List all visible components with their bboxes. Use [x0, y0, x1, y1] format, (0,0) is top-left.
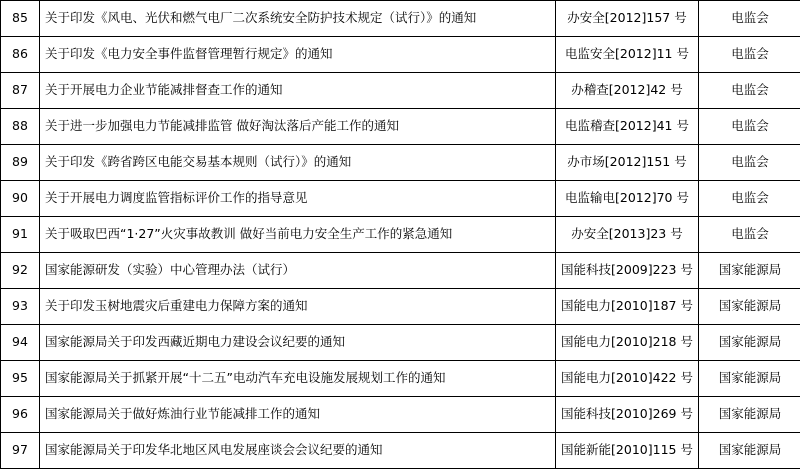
- row-number: 89: [1, 145, 40, 181]
- document-title: 国家能源局关于抓紧开展“十二五”电动汽车充电设施发展规划工作的通知: [40, 361, 556, 397]
- issuing-authority: 电监会: [699, 37, 800, 73]
- document-code: 国能电力[2010]422 号: [556, 361, 699, 397]
- row-number: 95: [1, 361, 40, 397]
- document-title: 国家能源局关于印发华北地区风电发展座谈会会议纪要的通知: [40, 433, 556, 469]
- issuing-authority: 国家能源局: [699, 433, 800, 469]
- row-number: 91: [1, 217, 40, 253]
- row-number: 88: [1, 109, 40, 145]
- table-row: [1, 181, 800, 217]
- document-code: 办安全[2012]157 号: [556, 1, 699, 37]
- issuing-authority: 电监会: [699, 145, 800, 181]
- document-title: 关于吸取巴西“1·27”火灾事故教训 做好当前电力安全生产工作的紧急通知: [40, 217, 556, 253]
- table-row: [1, 433, 800, 469]
- row-number: 96: [1, 397, 40, 433]
- row-number: 85: [1, 1, 40, 37]
- document-code: 办稽查[2012]42 号: [556, 73, 699, 109]
- table-row: [1, 37, 800, 73]
- issuing-authority: 电监会: [699, 1, 800, 37]
- document-title: 国家能源局关于印发西藏近期电力建设会议纪要的通知: [40, 325, 556, 361]
- issuing-authority: 国家能源局: [699, 253, 800, 289]
- table-body: [1, 1, 800, 469]
- document-title: 关于印发《跨省跨区电能交易基本规则（试行）》的通知: [40, 145, 556, 181]
- document-code: 电监输电[2012]70 号: [556, 181, 699, 217]
- document-code: 国能新能[2010]115 号: [556, 433, 699, 469]
- table-row: [1, 361, 800, 397]
- table-row: [1, 253, 800, 289]
- table-row: [1, 325, 800, 361]
- table-row: [1, 289, 800, 325]
- table-row: [1, 1, 800, 37]
- table-row: [1, 397, 800, 433]
- row-number: 93: [1, 289, 40, 325]
- row-number: 92: [1, 253, 40, 289]
- document-title: 关于开展电力企业节能减排督查工作的通知: [40, 73, 556, 109]
- row-number: 94: [1, 325, 40, 361]
- table-row: [1, 109, 800, 145]
- document-code: 国能电力[2010]218 号: [556, 325, 699, 361]
- document-code: 国能科技[2010]269 号: [556, 397, 699, 433]
- document-title: 关于开展电力调度监管指标评价工作的指导意见: [40, 181, 556, 217]
- document-code: 国能电力[2010]187 号: [556, 289, 699, 325]
- row-number: 87: [1, 73, 40, 109]
- document-code: 电监安全[2012]11 号: [556, 37, 699, 73]
- row-number: 90: [1, 181, 40, 217]
- document-title: 关于印发玉树地震灾后重建电力保障方案的通知: [40, 289, 556, 325]
- table-row: [1, 217, 800, 253]
- issuing-authority: 国家能源局: [699, 289, 800, 325]
- document-title: 关于印发《电力安全事件监督管理暂行规定》的通知: [40, 37, 556, 73]
- issuing-authority: 电监会: [699, 73, 800, 109]
- issuing-authority: 国家能源局: [699, 397, 800, 433]
- issuing-authority: 国家能源局: [699, 361, 800, 397]
- issuing-authority: 国家能源局: [699, 325, 800, 361]
- row-number: 86: [1, 37, 40, 73]
- issuing-authority: 电监会: [699, 181, 800, 217]
- issuing-authority: 电监会: [699, 109, 800, 145]
- table-row: [1, 145, 800, 181]
- document-code: 办安全[2013]23 号: [556, 217, 699, 253]
- issuing-authority: 电监会: [699, 217, 800, 253]
- table-row: [1, 73, 800, 109]
- document-title: 关于进一步加强电力节能减排监管 做好淘汰落后产能工作的通知: [40, 109, 556, 145]
- document-title: 国家能源研发（实验）中心管理办法（试行）: [40, 253, 556, 289]
- document-title: 关于印发《风电、光伏和燃气电厂二次系统安全防护技术规定（试行）》的通知: [40, 1, 556, 37]
- document-title: 国家能源局关于做好炼油行业节能减排工作的通知: [40, 397, 556, 433]
- document-code: 国能科技[2009]223 号: [556, 253, 699, 289]
- document-code: 电监稽查[2012]41 号: [556, 109, 699, 145]
- document-code: 办市场[2012]151 号: [556, 145, 699, 181]
- row-number: 97: [1, 433, 40, 469]
